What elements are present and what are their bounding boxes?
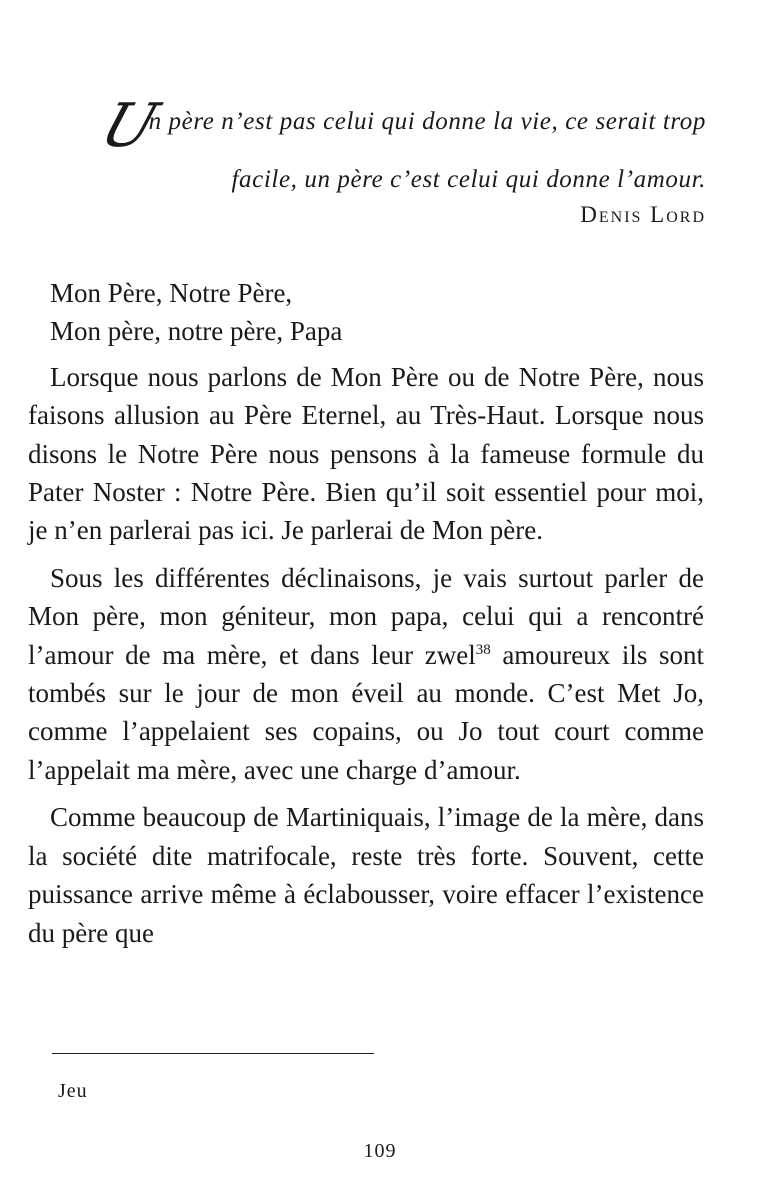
epigraph-line-1-text: n père n’est pas celui qui donne la vie, ce serait trop [148, 108, 706, 135]
footnote-divider [52, 1053, 374, 1054]
paragraph-2-text-a: Sous les différentes déclinaisons, je vais surtout parler de Mon père, mon géniteur, mon papa, celui qui a rencontré l’amour de ma mère, et dans leur zwel [28, 562, 704, 670]
paragraph-2 [28, 559, 704, 789]
epigraph-author: Denis Lord [580, 202, 706, 227]
body-text [28, 274, 704, 952]
paragraph-1: Lorsque nous parlons de Mon Père ou de Notre Père, nous faisons allusion au Père Eternel, au Très-Haut. Lorsque nous disons le Notre Père nous pensons à la fameuse formule du Pater Noster : Notre Père. Bien qu’il soit essentiel pour moi, je n’en parlerai pas ici. Je parlerai de Mon père. [28, 361, 704, 546]
epigraph-line-1 [92, 91, 706, 161]
epigraph-line-2: facile, un père c’est celui qui donne l’amour. [231, 166, 706, 193]
epigraph-drop-cap: U [92, 91, 167, 161]
footnote-reference: 38 [475, 641, 491, 658]
paragraph-2-text-b: amoureux ils sont tombés sur le jour de mon éveil au monde. C’est Met Jo, comme l’appelaient ses copains, ou Jo tout court comme l’appelait ma mère, avec une charge d’amour. [28, 639, 704, 785]
heading-line-2: Mon père, notre père, Papa [50, 316, 343, 347]
heading-line-1: Mon Père, Notre Père, [50, 278, 293, 308]
footnote: Jeu [58, 1080, 88, 1102]
paragraph-3: Comme beaucoup de Martiniquais, l’image de la mère, dans la société dite matrifocale, reste très forte. Souvent, cette puissance arrive même à éclabousser, voire effacer l’existence du père que [28, 802, 704, 948]
page-number: 109 [363, 1140, 397, 1162]
section-heading [28, 274, 704, 351]
